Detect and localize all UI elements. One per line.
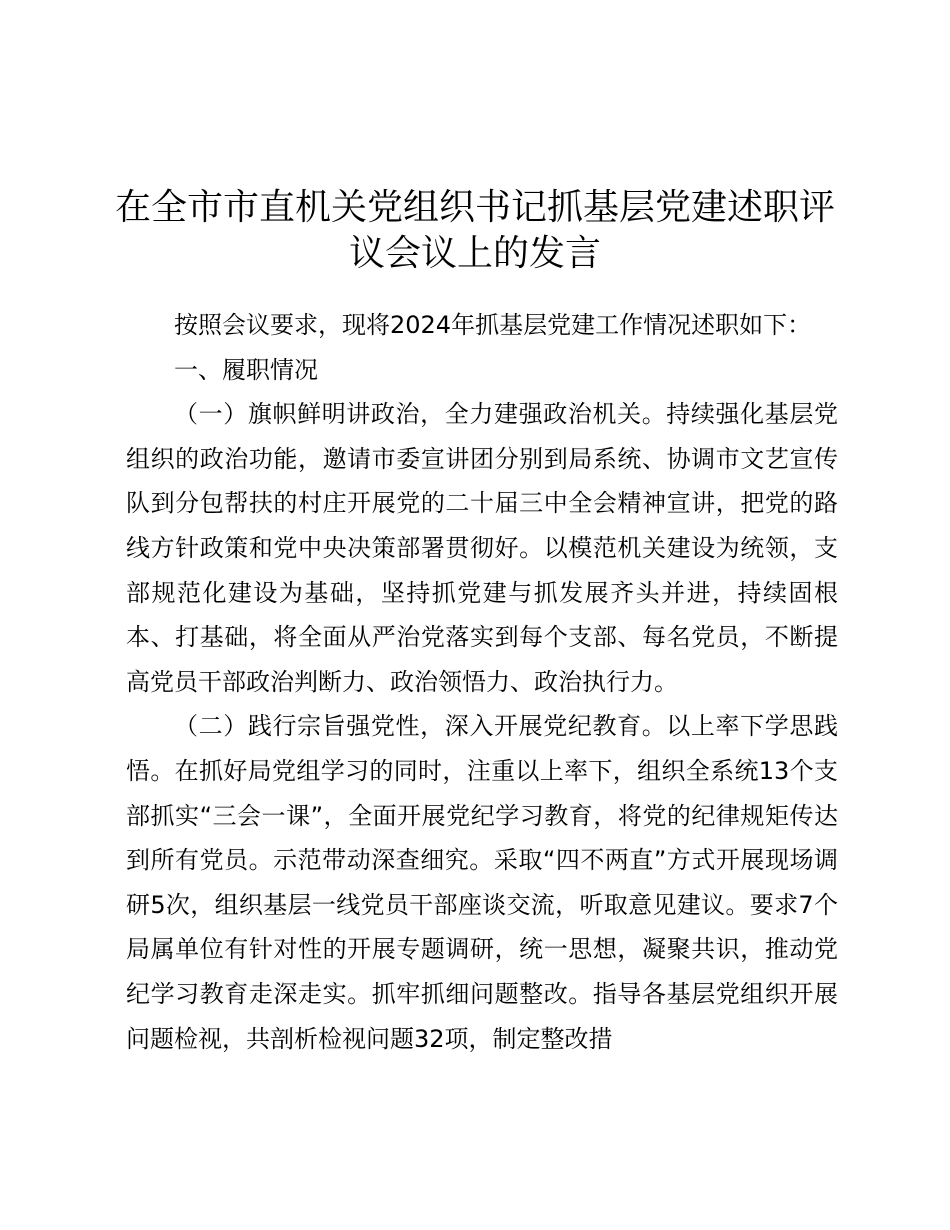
intro-paragraph: 按照会议要求，现将2024年抓基层党建工作情况述职如下：	[174, 311, 812, 339]
title-line-1: 在全市市直机关党组织书记抓基层党建述职评	[114, 187, 835, 228]
title-line-2: 议会议上的发言	[348, 233, 601, 274]
body-paragraph: （一）旗帜鲜明讲政治，全力建强政治机关。持续强化基层党组织的政治功能，邀请市委宣讲团分别到局系统、协调市文艺宣传队到分包帮扶的村庄开展党的二十届三中全会精神宣讲，把党的路线方针政策和党中央决策部署贯彻好。以模范机关建设为统领，支部规范化建设为基础，坚持抓党建与抓发展齐头并进，持续固根本、打基础，将全面从严治党落实到每个支部、每名党员，不断提高党员干部政治判断力、政治领悟力、政治执行力。	[126, 400, 838, 696]
document-title	[110, 185, 840, 277]
body-paragraph: （二）践行宗旨强党性，深入开展党纪教育。以上率下学思践悟。在抓好局党组学习的同时，注重以上率下，组织全系统13个支部抓实“三会一课”，全面开展党纪学习教育，将党的纪律规矩传达到所有党员。示范带动深查细究。采取“四不两直”方式开展现场调研5次，组织基层一线党员干部座谈交流，听取意见建议。要求7个局属单位有针对性的开展专题调研，统一思想，凝聚共识，推动党纪学习教育走深走实。抓牢抓细问题整改。指导各基层党组织开展问题检视，共剖析检视问题32项，制定整改措	[126, 712, 838, 1053]
section-heading: 一、履职情况	[174, 355, 318, 384]
document-body	[126, 303, 838, 1061]
